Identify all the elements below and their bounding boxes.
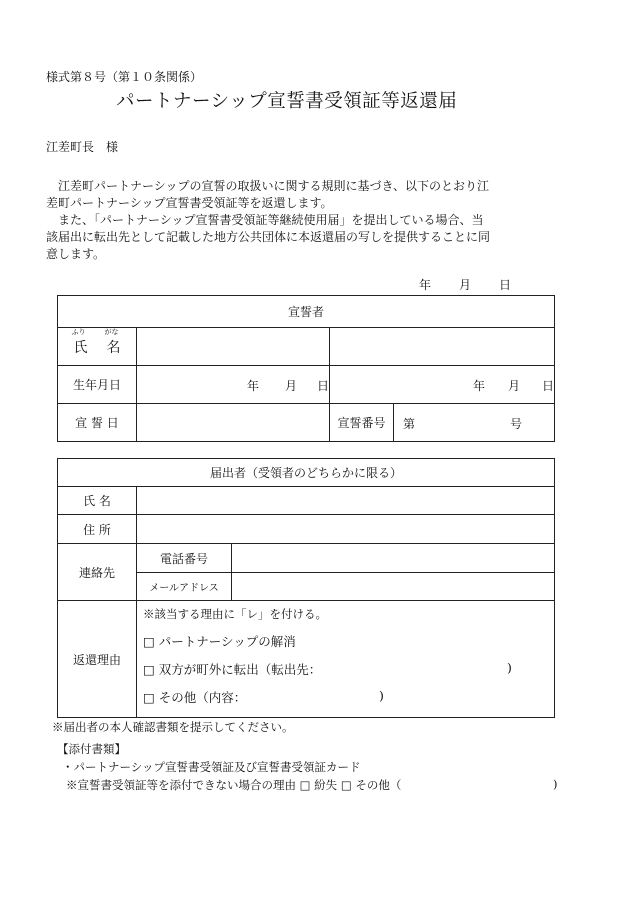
notifier-name-label: 氏 名	[58, 487, 137, 515]
oath-number-field[interactable]	[394, 404, 555, 442]
declarant-2-birthdate-field[interactable]	[330, 366, 555, 404]
id-note: ※届出者の本人確認書類を提示してください。	[52, 720, 294, 734]
email-field[interactable]	[232, 573, 555, 601]
date-day-label: 日	[499, 278, 512, 292]
year-label: 年	[247, 379, 260, 393]
close-paren: )	[379, 688, 384, 703]
reason-option-dissolution[interactable]: □ パートナーシップの解消	[143, 634, 296, 649]
date-month-label: 月	[459, 278, 472, 292]
year-label: 年	[473, 379, 486, 393]
body-line: 意します。	[46, 247, 106, 261]
attachment-item: ・パートナーシップ宣誓書受領証及び宣誓書受領証カード	[62, 760, 361, 774]
oath-date-label: 宣 誓 日	[58, 404, 137, 442]
name-label: ふり 氏 がな 名	[58, 328, 137, 366]
oath-date-field[interactable]	[137, 404, 330, 442]
furigana-2: がな	[104, 327, 119, 336]
declarant-1-name-field[interactable]	[137, 328, 330, 366]
address-field[interactable]	[137, 515, 555, 544]
notifier-table	[57, 458, 555, 718]
reason-options	[137, 601, 555, 718]
declarant-table	[57, 295, 555, 442]
form-number: 様式第８号（第１０条関係）	[46, 70, 203, 84]
body-text	[46, 178, 546, 263]
date-year-label: 年	[419, 278, 432, 292]
month-label: 月	[508, 379, 521, 393]
notifier-name-field[interactable]	[137, 487, 555, 515]
document-title: パートナーシップ宣誓書受領証等返還届	[116, 91, 458, 112]
body-line: 差町パートナーシップ宣誓書受領証等を返還します。	[46, 196, 333, 210]
address-label: 住 所	[58, 515, 137, 544]
declarant-header: 宣誓者	[58, 296, 555, 328]
reason-option-moved-out[interactable]: □ 双方が町外に転出（転出先： )	[143, 660, 512, 677]
day-label: 日	[542, 379, 555, 393]
reason-missing: ※宣誓書受領証等を添付できない場合の理由 □ 紛失 □ その他（	[66, 778, 402, 792]
reason-label: 返還理由	[58, 601, 137, 718]
number-suffix: 号	[510, 417, 523, 431]
day-label: 日	[317, 379, 330, 393]
month-label: 月	[285, 379, 298, 393]
email-label: メールアドレス	[137, 573, 232, 601]
reason-note: ※該当する理由に「レ」を付ける。	[143, 607, 327, 621]
furigana-1: ふり	[71, 327, 86, 336]
body-line: また、「パートナーシップ宣誓書受領証等継続使用届」を提出している場合、当	[46, 213, 484, 227]
contact-label: 連絡先	[58, 544, 137, 601]
declarant-1-birthdate-field[interactable]	[137, 366, 330, 404]
reason-option-other[interactable]: □ その他（内容： )	[143, 688, 384, 705]
birth-label: 生年月日	[58, 366, 137, 404]
body-line: 該届出に転出先として記載した地方公共団体に本返還届の写しを提供することに同	[46, 230, 491, 244]
addressee: 江差町長 様	[46, 140, 119, 154]
phone-field[interactable]	[232, 544, 555, 573]
close-paren: )	[507, 660, 512, 675]
close-paren: )	[553, 777, 558, 791]
body-line: 江差町パートナーシップの宣誓の取扱いに関する規則に基づき、以下のとおり江	[46, 179, 490, 193]
oath-number-label: 宣誓番号	[330, 404, 394, 442]
phone-label: 電話番号	[137, 544, 232, 573]
attachments-heading: 【添付書類】	[57, 742, 126, 756]
notifier-header: 届出者（受領者のどちらかに限る）	[58, 459, 555, 487]
declarant-2-name-field[interactable]	[330, 328, 555, 366]
number-prefix: 第	[403, 417, 416, 431]
